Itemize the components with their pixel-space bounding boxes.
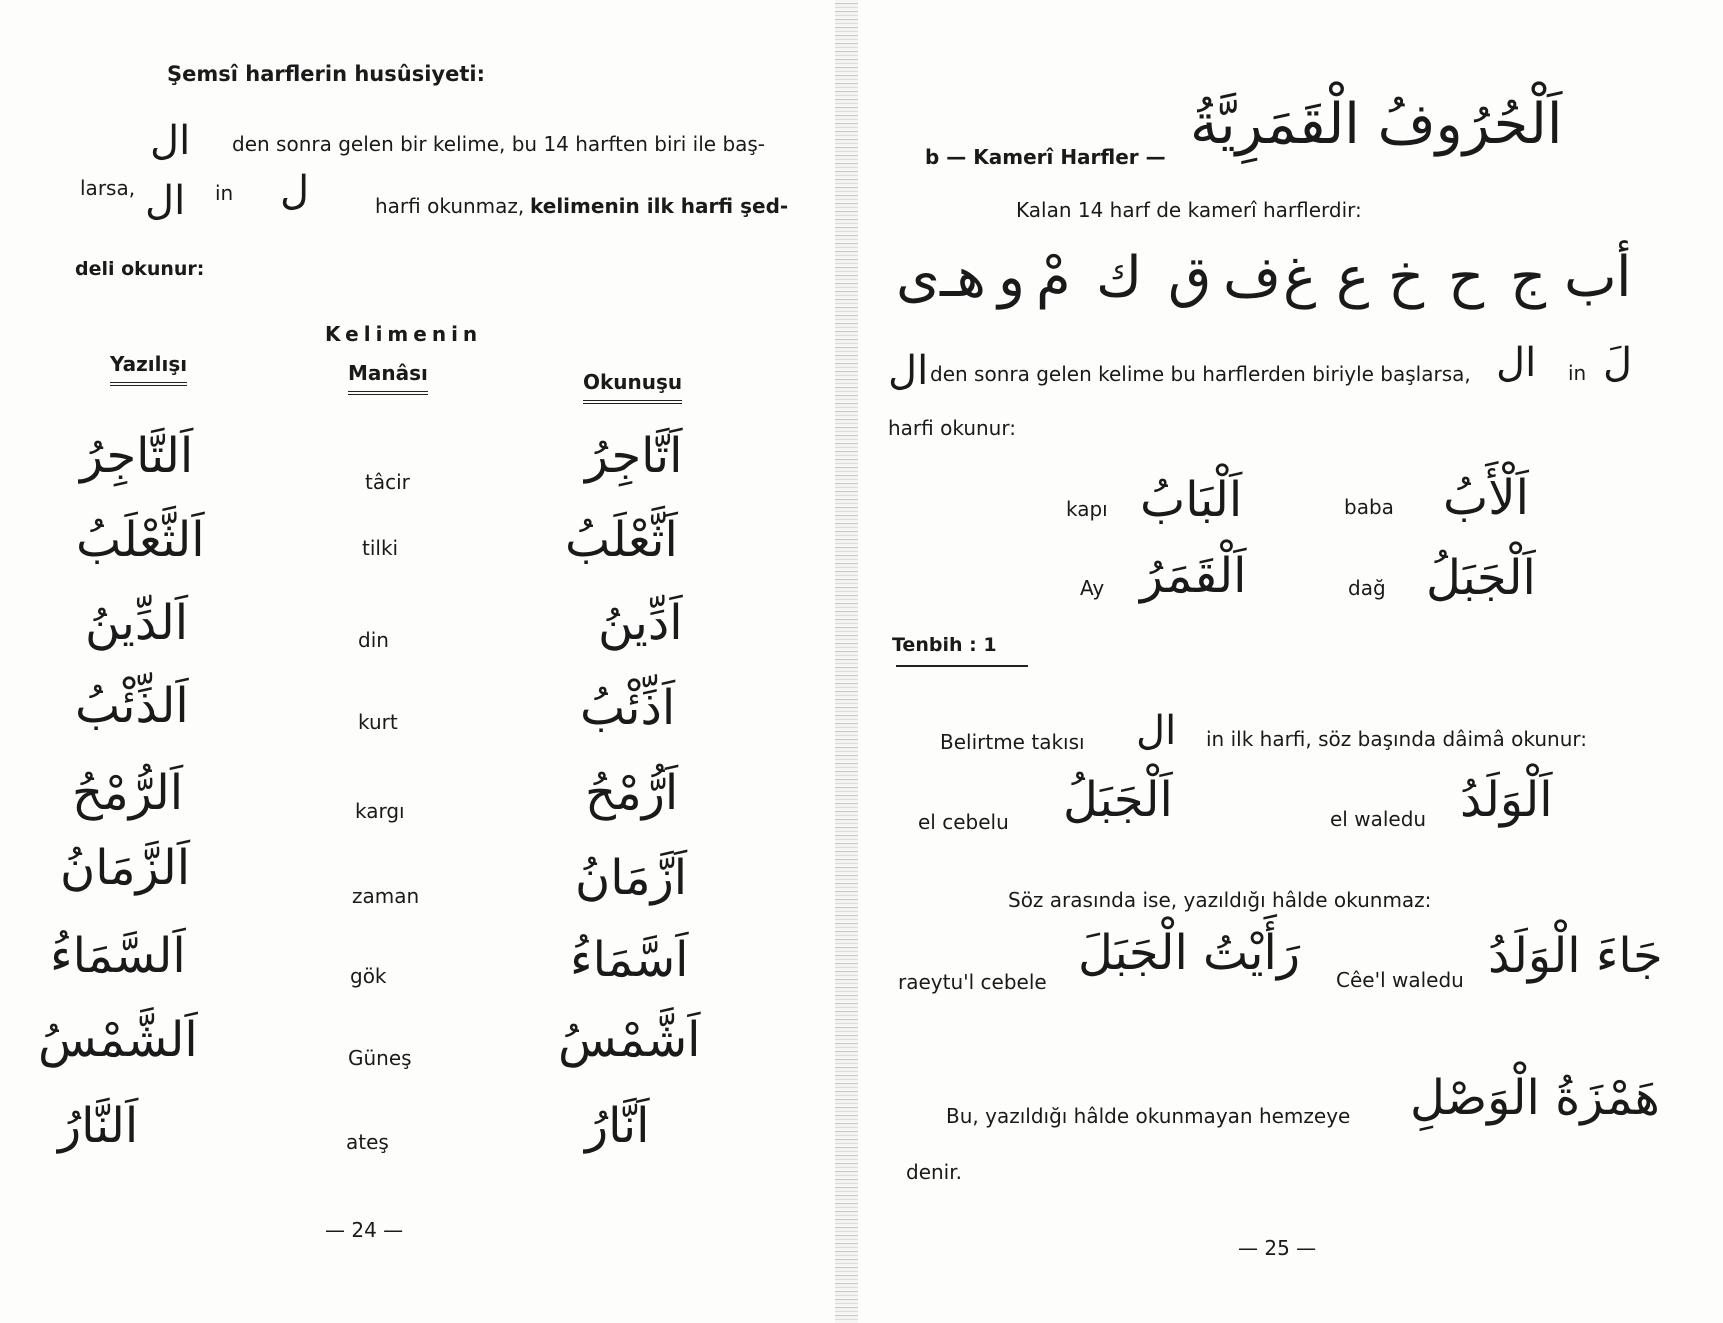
paragraph-line-3: deli okunur: [75, 258, 205, 280]
example-meaning: kapı [1066, 497, 1108, 521]
rule-text: den sonra gelen kelime bu harflerden biriyle başlarsa, [930, 362, 1471, 386]
row-meaning: Güneş [348, 1046, 412, 1070]
row-read: اَشَّمْسُ [558, 1012, 701, 1068]
letter: و [998, 245, 1026, 310]
alif-lam-glyph-2: ال [145, 178, 186, 224]
row-written: اَلدِّينُ [85, 595, 189, 651]
row-written: اَلذِّئْبُ [75, 678, 189, 734]
note-text-start: Belirtme takısı [940, 730, 1085, 754]
initial-arabic: اَلْوَلَدُ [1460, 772, 1553, 828]
medial-arabic: رَأَيْتُ الْجَبَلَ [1078, 925, 1301, 981]
column-header-meaning: Manâsı [348, 361, 428, 395]
row-read: اَثَّعْلَبُ [565, 512, 678, 568]
rule-line-2: harfi okunur: [888, 416, 1016, 440]
final-text: Bu, yazıldığı hâlde okunmayan hemzeye [946, 1104, 1351, 1128]
section-heading-arabic: اَلْحُرُوفُ الْقَمَرِيَّةُ [1190, 92, 1563, 157]
row-meaning: kurt [358, 710, 398, 734]
page-number: — 24 — [325, 1218, 404, 1242]
paragraph-line-2-bold: kelimenin ilk harfi şed- [530, 194, 789, 218]
initial-translit: el waledu [1330, 807, 1427, 831]
row-meaning: tilki [362, 536, 399, 560]
right-page [858, 0, 1723, 1323]
row-written: اَلرُّمْحُ [72, 765, 184, 821]
page-title: Şemsî harflerin husûsiyeti: [167, 62, 485, 86]
letter: ق [1168, 245, 1212, 310]
note-text-end: in ilk harfi, söz başında dâimâ okunur: [1206, 727, 1587, 751]
medial-arabic: جَاءَ الْوَلَدُ [1488, 928, 1663, 984]
letter: هـ [940, 245, 986, 310]
row-read: اَسَّمَاءُ [570, 932, 689, 988]
letter: مْ [1036, 245, 1071, 310]
lam-glyph: لَ [1603, 340, 1633, 386]
row-meaning: tâcir [365, 470, 410, 494]
row-written: اَلشَّمْسُ [38, 1012, 198, 1068]
intro-text: Kalan 14 harf de kamerî harflerdir: [1016, 198, 1362, 222]
medial-translit: Cêe'l waledu [1336, 968, 1464, 992]
row-written: اَلزَّمَانُ [60, 840, 191, 896]
row-read: اَنَّارُ [585, 1098, 650, 1154]
letter: ب [1564, 245, 1617, 310]
paragraph-line-2-mid: harfi okunmaz, [375, 194, 525, 218]
note-underline [896, 665, 1028, 667]
letter: أ [1616, 245, 1632, 310]
rule-in: in [1568, 361, 1587, 385]
note-label: Tenbih : 1 [892, 634, 997, 656]
row-read: اَدِّينُ [598, 595, 683, 651]
table-group-header: Kelimenin [325, 322, 483, 346]
row-meaning: kargı [355, 799, 405, 823]
letter: ف [1223, 245, 1282, 310]
letter: ك [1096, 245, 1143, 310]
alif-lam-glyph-3: ال [1136, 708, 1177, 754]
letter: ح [1448, 245, 1485, 310]
letter: ج [1510, 245, 1547, 310]
example-meaning: Ay [1080, 576, 1105, 600]
example-arabic: اَلْأَبُ [1443, 470, 1529, 526]
alif-lam-glyph-2: ال [1496, 340, 1537, 386]
paragraph-line-1: den sonra gelen bir kelime, bu 14 harften biri ile baş- [232, 132, 766, 156]
lam-glyph: ل [280, 168, 310, 214]
example-meaning: baba [1344, 495, 1394, 519]
book-spine [835, 0, 858, 1323]
row-meaning: din [358, 628, 389, 652]
example-arabic: اَلْقَمَرُ [1140, 548, 1247, 604]
final-arabic: هَمْزَةُ الْوَصْلِ [1410, 1070, 1660, 1126]
page-number: — 25 — [1238, 1236, 1317, 1260]
row-meaning: ateş [346, 1130, 389, 1154]
row-meaning: gök [350, 964, 387, 988]
row-written: اَلنَّارُ [58, 1098, 139, 1154]
example-meaning: dağ [1348, 576, 1386, 600]
row-read: اَذِّئْبُ [580, 680, 676, 736]
initial-translit: el cebelu [918, 810, 1009, 834]
row-written: اَلسَّمَاءُ [50, 928, 186, 984]
letter: خ [1388, 245, 1425, 310]
section-heading: b — Kamerî Harfler — [925, 145, 1166, 169]
row-read: اَرُّمْحُ [585, 765, 679, 821]
column-header-read: Okunuşu [583, 370, 682, 404]
row-written: اَلثَّعْلَبُ [76, 512, 205, 568]
row-written: اَلتَّاجِرُ [80, 428, 194, 484]
left-page [0, 0, 835, 1323]
letter: ع [1336, 245, 1370, 310]
medial-translit: raeytu'l cebele [898, 970, 1047, 994]
row-read: اَزَّمَانُ [575, 850, 688, 906]
paragraph-line-2-start: larsa, [80, 176, 136, 200]
column-header-written: Yazılışı [110, 352, 187, 386]
final-line-2: denir. [906, 1160, 962, 1184]
example-arabic: اَلْجَبَلُ [1426, 550, 1536, 606]
initial-arabic: اَلْجَبَلُ [1063, 772, 1173, 828]
example-arabic: اَلْبَابُ [1140, 472, 1243, 528]
alif-lam-glyph: ال [888, 348, 929, 394]
letter: ى [896, 245, 940, 310]
paragraph-in: in [215, 181, 234, 205]
row-meaning: zaman [352, 884, 420, 908]
letter: غ [1283, 245, 1317, 310]
row-read: اَتَّاجِرُ [585, 428, 683, 484]
medial-text: Söz arasında ise, yazıldığı hâlde okunmaz: [1008, 888, 1432, 912]
alif-lam-glyph: ال [150, 118, 191, 164]
